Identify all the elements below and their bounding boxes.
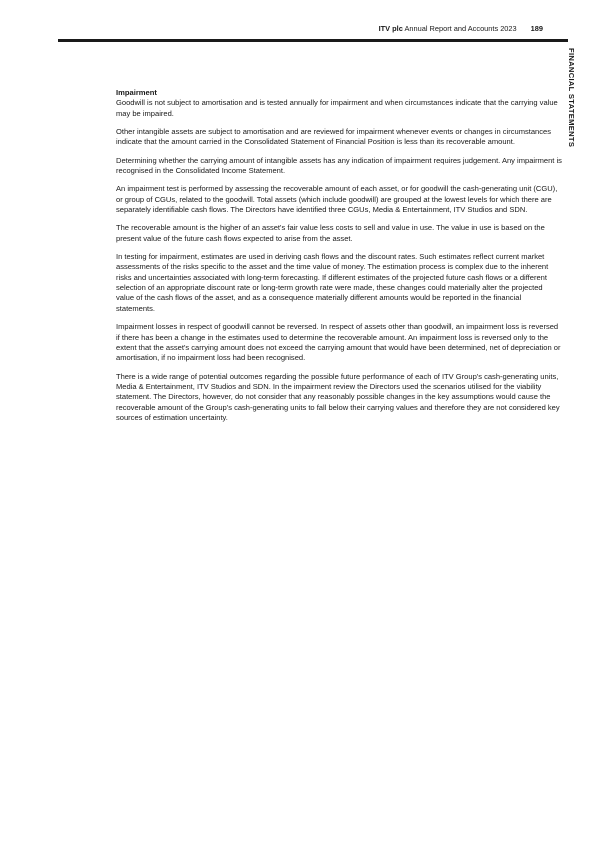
page-header (379, 24, 543, 33)
main-content (116, 88, 562, 431)
header-rule (58, 39, 568, 42)
paragraph: Determining whether the carrying amount of intangible assets has any indication of impairment requires judgement. Any impairment is recognised in the Consolidated Income Statement. (116, 155, 562, 176)
header-report-title: Annual Report and Accounts 2023 (404, 24, 517, 33)
section-side-label: FINANCIAL STATEMENTS (567, 48, 576, 148)
header-brand: ITV plc (378, 24, 403, 33)
paragraph: In testing for impairment, estimates are used in deriving cash flows and the discount rates. Such estimates reflect current market assessments of the risks specific to the asset and the time value of money. The estimation process is complex due to the inherent risks and uncertainties associated with long-term forecasting. If different estimates of the projected future cash flows or a different selection of an appropriate discount rate or long-term growth rate were made, these changes could materially alter the projected value of the cash flows of the asset, and as a consequence materially different amounts would be reported in the financial statements. (116, 251, 549, 313)
paragraph: The recoverable amount is the higher of an asset's fair value less costs to sell and value in use. The value in use is based on the present value of the future cash flows expected to arise from the asset. (116, 223, 545, 243)
paragraph: Other intangible assets are subject to amortisation and are reviewed for impairment whenever events or changes in circumstances indicate that the amount carried in the Consolidated Statement of Financial Position is less than its recoverable amount. (116, 127, 551, 147)
section-heading: Impairment (116, 88, 157, 97)
paragraph: Goodwill is not subject to amortisation and is tested annually for impairment and when circumstances indicate that the carrying value may be impaired. (116, 98, 558, 118)
paragraph: An impairment test is performed by assessing the recoverable amount of each asset, or for goodwill the cash-generating unit (CGU), or group of CGUs, related to the goodwill. Total assets (which include goodwill) are grouped at the lowest levels for which there are separately identifiable cash flows. The Directors have identified three CGUs, Media & Entertainment, ITV Studios and SDN. (116, 184, 558, 215)
paragraph: There is a wide range of potential outcomes regarding the possible future performance of each of ITV Group's cash-generating units, Media & Entertainment, ITV Studios and SDN. In the impairment review the Directors used the scenarios utilised for the viability statement. The Directors, however, do not consider that any reasonably possible changes in the key assumptions would cause the recoverable amount of the Group's cash-generating units to fall below their carrying values and therefore they are not considered key sources of estimation uncertainty. (116, 371, 560, 423)
paragraph: Impairment losses in respect of goodwill cannot be reversed. In respect of assets other than goodwill, an impairment loss is reversed if there has been a change in the estimates used to determine the recoverable amount. An impairment loss is reversed only to the extent that the asset's carrying amount does not exceed the carrying amount that would have been determined, net of depreciation or amortisation, if no impairment loss had been recognised. (116, 322, 561, 363)
page-number: 189 (530, 24, 543, 33)
